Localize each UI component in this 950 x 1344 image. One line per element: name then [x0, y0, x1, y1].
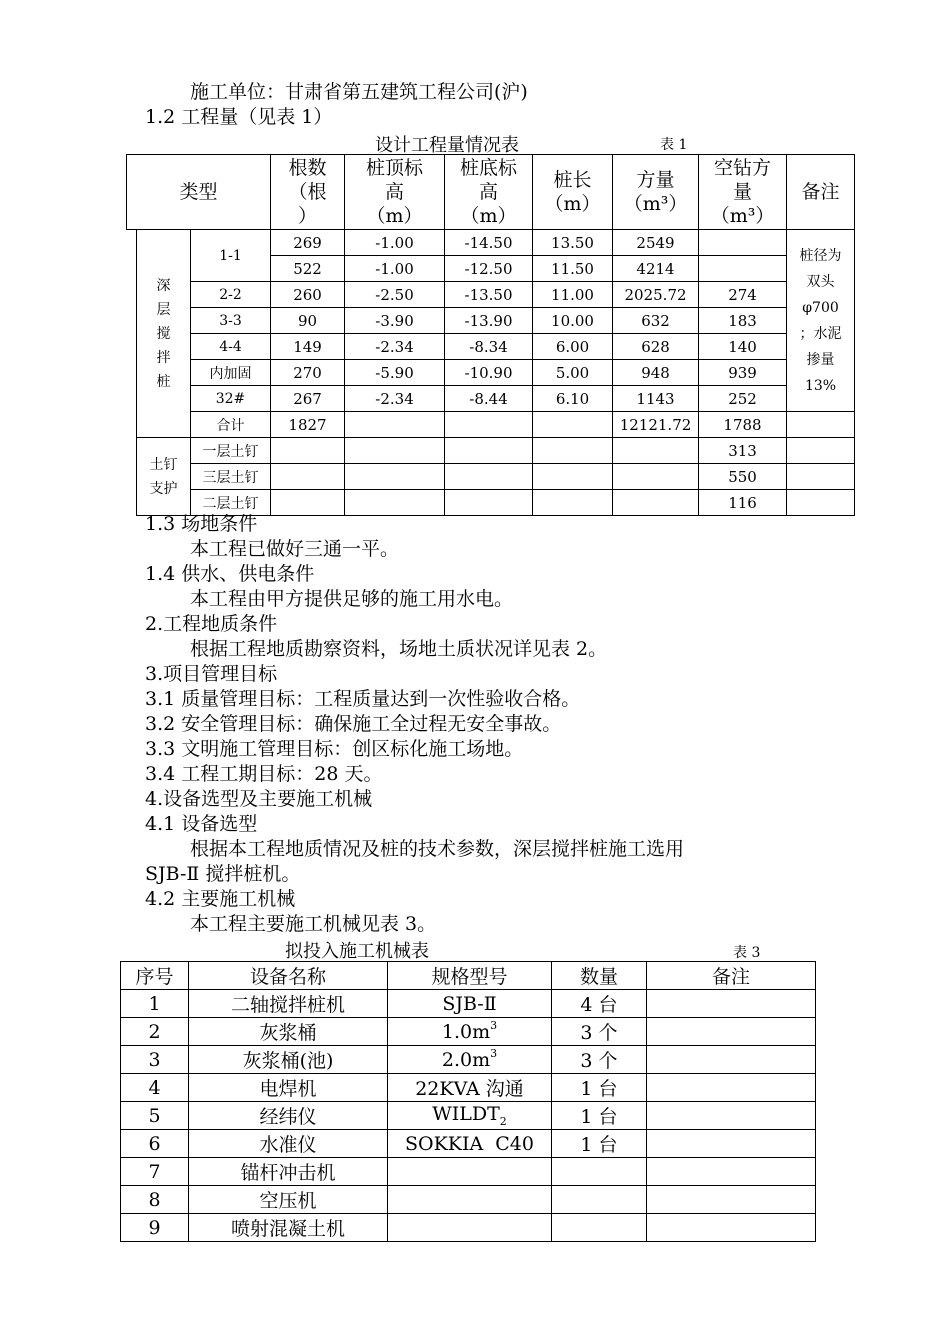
header-no: 序号: [121, 962, 189, 990]
row-name: 4-4: [191, 334, 271, 360]
construction-unit-line: 施工单位：甘肃省第五建筑工程公司(沪): [190, 81, 528, 103]
header-length-line2: （m）: [544, 193, 601, 215]
cell-note: [647, 1186, 816, 1214]
cell-quantity: 1 台: [552, 1074, 647, 1102]
paragraph: SJB-Ⅱ 搅拌桩机。: [145, 863, 301, 885]
note-line4: ；水泥: [799, 325, 842, 342]
table1-caption: 设计工程量情况表: [375, 135, 519, 156]
cell-length: [533, 412, 613, 438]
cell-equipment-name: 经纬仪: [189, 1102, 388, 1130]
header-note: 备注: [647, 962, 816, 990]
table-row: [127, 282, 855, 308]
cell-count: 260: [271, 282, 345, 308]
section-1-3-heading: 1.3 场地条件: [145, 513, 258, 535]
cell-volume: 632: [613, 308, 699, 334]
cell-bottom: -8.34: [445, 334, 533, 360]
cell-volume: [613, 490, 699, 516]
cell-top: -5.90: [345, 360, 445, 386]
header-count: [271, 155, 345, 230]
cell-note: [787, 412, 855, 438]
cell-no: 3: [121, 1046, 189, 1074]
cell-no: 1: [121, 990, 189, 1018]
cell-note: [647, 1130, 816, 1158]
paragraph: 根据工程地质勘察资料，场地土质状况详见表 2。: [190, 638, 608, 660]
row-name: 三层土钉: [191, 464, 271, 490]
table1-header-row: [127, 155, 855, 230]
header-count-line3: ）: [298, 205, 318, 227]
table3-header-row: [121, 962, 816, 990]
cell-model: [388, 1130, 552, 1158]
cell-length: 5.00: [533, 360, 613, 386]
model-text: 2.0m: [441, 1048, 491, 1071]
table-row-total: [127, 412, 855, 438]
cell-length: [533, 490, 613, 516]
model-superscript: 3: [490, 1046, 498, 1060]
cell-no: 8: [121, 1186, 189, 1214]
cell-count: 90: [271, 308, 345, 334]
cell-model: [388, 1102, 552, 1130]
row-name: 2-2: [191, 282, 271, 308]
paragraph: 3.2 安全管理目标：确保施工全过程无安全事故。: [145, 713, 562, 735]
cell-length: 6.00: [533, 334, 613, 360]
cell-equipment-name: 灰浆桶: [189, 1018, 388, 1046]
header-type: 类型: [127, 155, 271, 230]
cell-drill: [699, 230, 787, 256]
cell-model: [388, 1046, 552, 1074]
cell-count: 149: [271, 334, 345, 360]
cell-model: [388, 1186, 552, 1214]
header-top-line1: 桩顶标: [366, 157, 424, 179]
cell-drill: 1788: [699, 412, 787, 438]
model-subscript: 2: [499, 1114, 507, 1128]
header-top-line3: （m）: [366, 205, 423, 227]
table-row: [127, 360, 855, 386]
cell-volume: 12121.72: [613, 412, 699, 438]
cell-bottom: [445, 490, 533, 516]
cell-quantity: 1 台: [552, 1102, 647, 1130]
cell-top: -1.00: [345, 256, 445, 282]
cell-length: 11.50: [533, 256, 613, 282]
section-1-4-heading: 1.4 供水、供电条件: [145, 563, 315, 585]
row-name: 合计: [191, 412, 271, 438]
header-quantity: 数量: [552, 962, 647, 990]
cell-bottom: [445, 464, 533, 490]
header-top-line2: 高: [385, 181, 405, 203]
cell-note: [647, 1102, 816, 1130]
cell-length: [533, 464, 613, 490]
cell-model: [388, 1074, 552, 1102]
header-model: 规格型号: [388, 962, 552, 990]
header-bottom-line2: 高: [479, 181, 499, 203]
paragraph: 根据本工程地质情况及桩的技术参数，深层搅拌桩施工选用: [190, 838, 685, 860]
header-bottom-line1: 桩底标: [460, 157, 518, 179]
header-volume-line2: （m³）: [623, 193, 688, 215]
row-name: 内加固: [191, 360, 271, 386]
row-name: 一层土钉: [191, 438, 271, 464]
cell-drill: [699, 256, 787, 282]
cell-note: [647, 1074, 816, 1102]
cell-bottom: -13.90: [445, 308, 533, 334]
model-text: 1.0m: [441, 1020, 491, 1043]
cell-bottom: -14.50: [445, 230, 533, 256]
cell-equipment-name: 空压机: [189, 1186, 388, 1214]
cell-top: -3.90: [345, 308, 445, 334]
cell-count: [271, 438, 345, 464]
table-row: [127, 438, 855, 464]
cell-note: [787, 438, 855, 464]
quantity-table: [126, 154, 855, 516]
cell-equipment-name: 电焊机: [189, 1074, 388, 1102]
cell-volume: 628: [613, 334, 699, 360]
table-row: [127, 308, 855, 334]
cell-volume: 2549: [613, 230, 699, 256]
note-line3: φ700: [802, 299, 839, 316]
header-count-line2: （根: [288, 181, 327, 203]
table-row: [127, 230, 855, 256]
cell-note: [647, 1046, 816, 1074]
cell-quantity: 3 个: [552, 1046, 647, 1074]
cell-note: [787, 464, 855, 490]
cell-model: [388, 1214, 552, 1242]
group-soil-nail: [137, 438, 191, 516]
cell-count: 1827: [271, 412, 345, 438]
cell-length: 13.50: [533, 230, 613, 256]
model-text: 22KVA 沟通: [415, 1078, 524, 1100]
cell-equipment-name: 喷射混凝土机: [189, 1214, 388, 1242]
cell-model: [388, 1158, 552, 1186]
note-line1: 桩径为: [799, 247, 842, 264]
cell-volume: [613, 438, 699, 464]
section-1-2-heading: 1.2 工程量（见表 1）: [145, 106, 333, 128]
table-row: [127, 386, 855, 412]
header-volume-line1: 方量: [636, 169, 675, 191]
cell-drill: 183: [699, 308, 787, 334]
cell-drill: 939: [699, 360, 787, 386]
paragraph: 本工程已做好三通一平。: [190, 538, 400, 560]
cell-note: [787, 230, 855, 412]
cell-model: [388, 1018, 552, 1046]
table-row: [121, 1018, 816, 1046]
row-name: 二层土钉: [191, 490, 271, 516]
header-drill: [699, 155, 787, 230]
header-equipment-name: 设备名称: [189, 962, 388, 990]
cell-drill: 140: [699, 334, 787, 360]
cell-top: [345, 438, 445, 464]
cell-quantity: [552, 1214, 647, 1242]
table-row: [127, 334, 855, 360]
cell-equipment-name: 二轴搅拌桩机: [189, 990, 388, 1018]
header-top-elev: [345, 155, 445, 230]
table-row: [121, 990, 816, 1018]
cell-no: 7: [121, 1158, 189, 1186]
cell-model: [388, 990, 552, 1018]
header-drill-line3: （m³）: [710, 205, 775, 227]
cell-length: 11.00: [533, 282, 613, 308]
table-row: [121, 1102, 816, 1130]
header-drill-line2: 量: [733, 181, 753, 203]
header-bottom-line3: （m）: [460, 205, 517, 227]
cell-quantity: [552, 1158, 647, 1186]
cell-no: 6: [121, 1130, 189, 1158]
cell-volume: [613, 464, 699, 490]
cell-top: -2.34: [345, 334, 445, 360]
cell-count: 267: [271, 386, 345, 412]
cell-bottom: -10.90: [445, 360, 533, 386]
note-line2: 双头: [806, 273, 835, 290]
header-volume: [613, 155, 699, 230]
cell-top: -1.00: [345, 230, 445, 256]
group-deep-mixing-pile: [137, 230, 191, 438]
cell-volume: 2025.72: [613, 282, 699, 308]
cell-top: -2.34: [345, 386, 445, 412]
paragraph: 3.4 工程工期目标：28 天。: [145, 763, 383, 785]
cell-no: 4: [121, 1074, 189, 1102]
model-text: SJB-Ⅱ: [442, 992, 497, 1015]
cell-count: 270: [271, 360, 345, 386]
cell-quantity: [552, 1186, 647, 1214]
table1-left-gap: [127, 230, 137, 516]
cell-volume: 4214: [613, 256, 699, 282]
table-row: [121, 1074, 816, 1102]
group-soil-nail-label: 土钉支护: [149, 456, 178, 497]
cell-no: 9: [121, 1214, 189, 1242]
header-length: [533, 155, 613, 230]
cell-count: [271, 490, 345, 516]
cell-bottom: [445, 412, 533, 438]
equipment-table: [120, 961, 816, 1242]
cell-quantity: 3 个: [552, 1018, 647, 1046]
table-row: [121, 1158, 816, 1186]
cell-count: 269: [271, 230, 345, 256]
cell-equipment-name: 锚杆冲击机: [189, 1158, 388, 1186]
table3-caption: 拟投入施工机械表: [285, 941, 429, 962]
table-row: [121, 1046, 816, 1074]
group-deep-mixing-pile-label: 深层搅拌桩: [156, 277, 171, 390]
section-4-2-heading: 4.2 主要施工机械: [145, 888, 296, 910]
cell-bottom: [445, 438, 533, 464]
section-2-heading: 2.工程地质条件: [145, 613, 278, 635]
cell-quantity: 4 台: [552, 990, 647, 1018]
table3-number: 表 3: [733, 945, 761, 961]
header-bottom-elev: [445, 155, 533, 230]
header-length-line1: 桩长: [553, 169, 592, 191]
model-superscript: 3: [490, 1018, 498, 1032]
section-3-heading: 3.项目管理目标: [145, 663, 278, 685]
cell-equipment-name: 灰浆桶(池): [189, 1046, 388, 1074]
cell-length: [533, 438, 613, 464]
cell-drill: 550: [699, 464, 787, 490]
cell-note: [787, 490, 855, 516]
cell-length: 10.00: [533, 308, 613, 334]
table-row: [121, 1130, 816, 1158]
cell-volume: 1143: [613, 386, 699, 412]
cell-count: [271, 464, 345, 490]
paragraph: 3.3 文明施工管理目标：创区标化施工场地。: [145, 738, 524, 760]
model-text: WILDT: [432, 1103, 500, 1126]
cell-bottom: -12.50: [445, 256, 533, 282]
cell-top: -2.50: [345, 282, 445, 308]
cell-note: [647, 990, 816, 1018]
row-name: 3-3: [191, 308, 271, 334]
paragraph: 本工程由甲方提供足够的施工用水电。: [190, 588, 514, 610]
cell-bottom: -13.50: [445, 282, 533, 308]
model-text: SOKKIA C40: [404, 1132, 534, 1155]
cell-count: 522: [271, 256, 345, 282]
row-name: 32#: [191, 386, 271, 412]
note-line6: 13%: [804, 377, 837, 394]
cell-volume: 948: [613, 360, 699, 386]
cell-top: [345, 412, 445, 438]
section-4-1-heading: 4.1 设备选型: [145, 813, 258, 835]
paragraph: 本工程主要施工机械见表 3。: [190, 913, 437, 935]
cell-note: [647, 1018, 816, 1046]
row-name: 1-1: [191, 230, 271, 282]
cell-bottom: -8.44: [445, 386, 533, 412]
table-row: [121, 1214, 816, 1242]
cell-quantity: 1 台: [552, 1130, 647, 1158]
cell-equipment-name: 水准仪: [189, 1130, 388, 1158]
cell-drill: 252: [699, 386, 787, 412]
table-row: [127, 464, 855, 490]
table1-number: 表 1: [660, 137, 688, 153]
cell-note: [647, 1214, 816, 1242]
cell-drill: 313: [699, 438, 787, 464]
header-note: 备注: [787, 155, 855, 230]
cell-drill: 274: [699, 282, 787, 308]
section-4-heading: 4.设备选型及主要施工机械: [145, 788, 373, 810]
cell-no: 5: [121, 1102, 189, 1130]
cell-drill: 116: [699, 490, 787, 516]
cell-top: [345, 490, 445, 516]
cell-no: 2: [121, 1018, 189, 1046]
table-row: [121, 1186, 816, 1214]
paragraph: 3.1 质量管理目标：工程质量达到一次性验收合格。: [145, 688, 581, 710]
cell-note: [647, 1158, 816, 1186]
cell-top: [345, 464, 445, 490]
cell-length: 6.10: [533, 386, 613, 412]
header-count-line1: 根数: [288, 157, 327, 179]
note-line5: 掺量: [806, 351, 835, 368]
header-drill-line1: 空钻方: [714, 157, 772, 179]
